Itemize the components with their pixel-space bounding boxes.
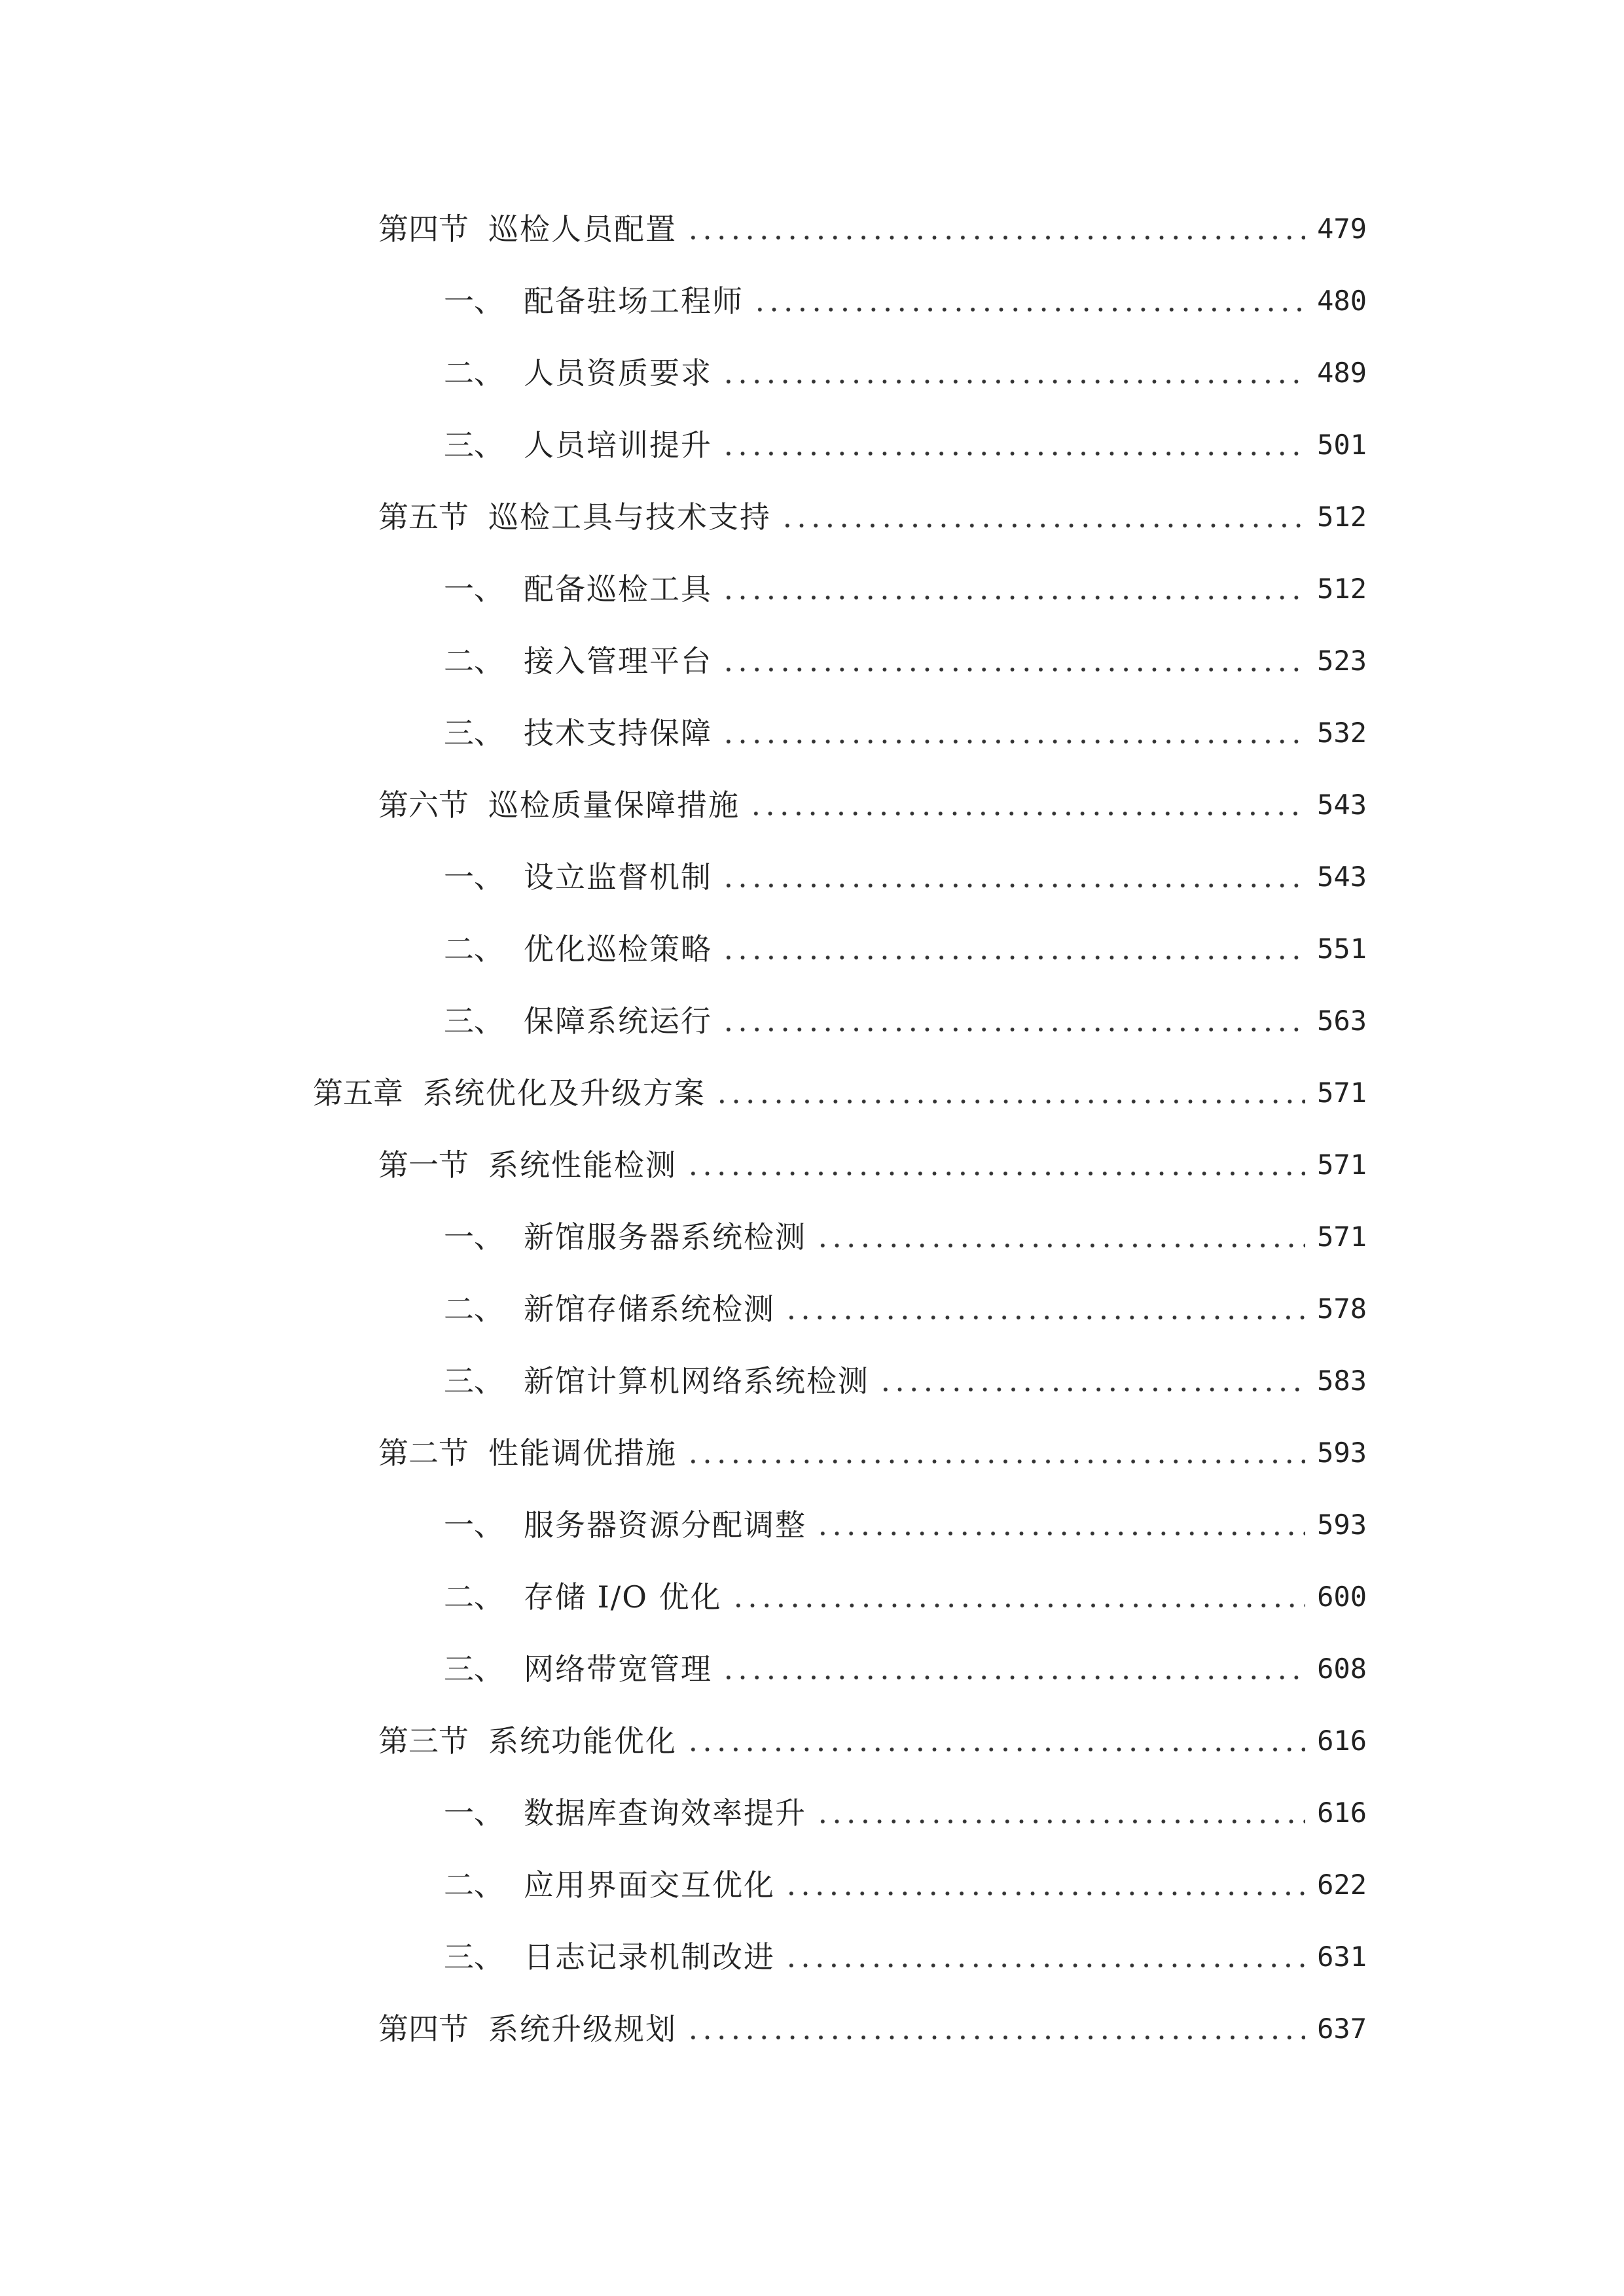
entry-title: 新馆存储系统检测 — [524, 1291, 775, 1327]
entry-title: 配备驻场工程师 — [524, 283, 744, 319]
entry-page-number: 631 — [1317, 1941, 1367, 1973]
entry-page-number: 622 — [1317, 1869, 1367, 1901]
entry-number: 一、 — [444, 283, 504, 319]
toc-entry-item[interactable] — [444, 1345, 1367, 1417]
entry-page-number: 543 — [1317, 861, 1367, 893]
entry-title: 系统功能优化 — [488, 1723, 677, 1759]
entry-number: 第六节 — [378, 787, 469, 823]
entry-page-number: 543 — [1317, 789, 1367, 821]
toc-entry-item[interactable] — [444, 625, 1367, 697]
entry-page-number: 616 — [1317, 1797, 1367, 1829]
entry-title: 巡检质量保障措施 — [488, 787, 740, 823]
entry-number: 二、 — [444, 931, 504, 967]
entry-number: 第四节 — [378, 211, 469, 247]
entry-title: 存储 I/O 优化 — [524, 1579, 722, 1615]
entry-page-number: 637 — [1317, 2013, 1367, 2045]
toc-entry-section[interactable] — [378, 769, 1367, 841]
entry-number: 第五节 — [378, 499, 469, 535]
entry-title: 系统优化及升级方案 — [423, 1075, 706, 1111]
toc-entry-item[interactable] — [444, 1201, 1367, 1273]
entry-title: 系统升级规划 — [488, 2011, 677, 2047]
toc-entry-section[interactable] — [378, 1129, 1367, 1201]
dot-leader — [721, 596, 1305, 600]
dot-leader — [784, 1316, 1305, 1319]
entry-page-number: 593 — [1317, 1509, 1367, 1541]
dot-leader — [816, 1244, 1305, 1247]
entry-title: 新馆计算机网络系统检测 — [524, 1363, 869, 1399]
entry-number: 二、 — [444, 355, 504, 391]
entry-page-number: 583 — [1317, 1365, 1367, 1397]
toc-entry-item[interactable] — [444, 841, 1367, 913]
entry-page-number: 616 — [1317, 1725, 1367, 1757]
entry-number: 一、 — [444, 571, 504, 607]
entry-title: 应用界面交互优化 — [524, 1867, 775, 1903]
dot-leader — [721, 452, 1305, 456]
toc-entry-chapter[interactable] — [313, 1057, 1367, 1129]
toc-entry-item[interactable] — [444, 1489, 1367, 1561]
dot-leader — [731, 1604, 1306, 1607]
dot-leader — [686, 2036, 1305, 2039]
entry-number: 一、 — [444, 859, 504, 895]
entry-title: 保障系统运行 — [524, 1003, 712, 1039]
dot-leader — [686, 1748, 1305, 1751]
toc-entry-item[interactable] — [444, 1273, 1367, 1345]
entry-page-number: 608 — [1317, 1653, 1367, 1685]
entry-title: 巡检人员配置 — [488, 211, 677, 247]
entry-number: 三、 — [444, 1651, 504, 1687]
toc-entry-item[interactable] — [444, 697, 1367, 769]
dot-leader — [721, 1028, 1305, 1031]
entry-page-number: 578 — [1317, 1293, 1367, 1325]
dot-leader — [686, 1172, 1305, 1175]
toc-entry-item[interactable] — [444, 913, 1367, 985]
entry-number: 二、 — [444, 1867, 504, 1903]
entry-number: 三、 — [444, 715, 504, 751]
toc-entry-item[interactable] — [444, 1921, 1367, 1993]
toc-entry-section[interactable] — [378, 1993, 1367, 2065]
entry-title: 人员培训提升 — [524, 427, 712, 463]
entry-page-number: 563 — [1317, 1005, 1367, 1037]
entry-page-number: 512 — [1317, 501, 1367, 533]
entry-number: 第一节 — [378, 1147, 469, 1183]
dot-leader — [784, 1892, 1305, 1895]
entry-number: 第五章 — [313, 1075, 403, 1111]
toc-entry-section[interactable] — [378, 481, 1367, 553]
dot-leader — [878, 1388, 1305, 1391]
entry-number: 一、 — [444, 1219, 504, 1255]
dot-leader — [721, 1676, 1305, 1679]
entry-page-number: 571 — [1317, 1149, 1367, 1181]
entry-page-number: 551 — [1317, 933, 1367, 965]
entry-title: 设立监督机制 — [524, 859, 712, 895]
toc-entry-item[interactable] — [444, 1777, 1367, 1849]
toc-entry-item[interactable] — [444, 1561, 1367, 1633]
dot-leader — [721, 380, 1305, 384]
entry-title: 服务器资源分配调整 — [524, 1507, 806, 1543]
entry-page-number: 480 — [1317, 285, 1367, 317]
dot-leader — [780, 524, 1305, 528]
entry-page-number: 571 — [1317, 1077, 1367, 1109]
dot-leader — [749, 812, 1305, 816]
entry-number: 一、 — [444, 1507, 504, 1543]
dot-leader — [816, 1820, 1305, 1823]
entry-title: 新馆服务器系统检测 — [524, 1219, 806, 1255]
entry-title: 配备巡检工具 — [524, 571, 712, 607]
entry-number: 第二节 — [378, 1435, 469, 1471]
toc-entry-item[interactable] — [444, 409, 1367, 481]
entry-page-number: 571 — [1317, 1221, 1367, 1253]
toc-entry-item[interactable] — [444, 1633, 1367, 1705]
entry-number: 一、 — [444, 1795, 504, 1831]
dot-leader — [816, 1532, 1305, 1535]
entry-page-number: 512 — [1317, 573, 1367, 605]
toc-entry-item[interactable] — [444, 553, 1367, 625]
toc-entry-section[interactable] — [378, 193, 1367, 265]
entry-title: 性能调优措施 — [488, 1435, 677, 1471]
entry-number: 三、 — [444, 427, 504, 463]
entry-number: 第三节 — [378, 1723, 469, 1759]
entry-page-number: 523 — [1317, 645, 1367, 677]
entry-page-number: 489 — [1317, 357, 1367, 389]
entry-title: 数据库查询效率提升 — [524, 1795, 806, 1831]
toc-entry-item[interactable] — [444, 985, 1367, 1057]
entry-page-number: 593 — [1317, 1437, 1367, 1469]
entry-title: 优化巡检策略 — [524, 931, 712, 967]
toc-entry-item[interactable] — [444, 1849, 1367, 1921]
entry-title: 网络带宽管理 — [524, 1651, 712, 1687]
entry-title: 巡检工具与技术支持 — [488, 499, 771, 535]
toc-entry-item[interactable] — [444, 337, 1367, 409]
dot-leader — [686, 236, 1305, 240]
entry-number: 三、 — [444, 1939, 504, 1975]
entry-number: 第四节 — [378, 2011, 469, 2047]
entry-number: 二、 — [444, 1291, 504, 1327]
dot-leader — [753, 308, 1305, 312]
toc-entry-section[interactable] — [378, 1705, 1367, 1777]
dot-leader — [721, 956, 1305, 960]
dot-leader — [686, 1460, 1305, 1463]
dot-leader — [715, 1100, 1305, 1103]
entry-title: 接入管理平台 — [524, 643, 712, 679]
entry-title: 日志记录机制改进 — [524, 1939, 775, 1975]
entry-page-number: 479 — [1317, 213, 1367, 245]
entry-page-number: 600 — [1317, 1581, 1367, 1613]
dot-leader — [721, 884, 1305, 888]
entry-number: 二、 — [444, 1579, 504, 1615]
dot-leader — [721, 740, 1305, 744]
toc-entry-section[interactable] — [378, 1417, 1367, 1489]
dot-leader — [784, 1964, 1305, 1967]
entry-title: 系统性能检测 — [488, 1147, 677, 1183]
entry-number: 三、 — [444, 1363, 504, 1399]
entry-page-number: 501 — [1317, 429, 1367, 461]
entry-page-number: 532 — [1317, 717, 1367, 749]
entry-title: 人员资质要求 — [524, 355, 712, 391]
entry-title: 技术支持保障 — [524, 715, 712, 751]
dot-leader — [721, 668, 1305, 672]
entry-number: 三、 — [444, 1003, 504, 1039]
entry-number: 二、 — [444, 643, 504, 679]
toc-entry-item[interactable] — [444, 265, 1367, 337]
